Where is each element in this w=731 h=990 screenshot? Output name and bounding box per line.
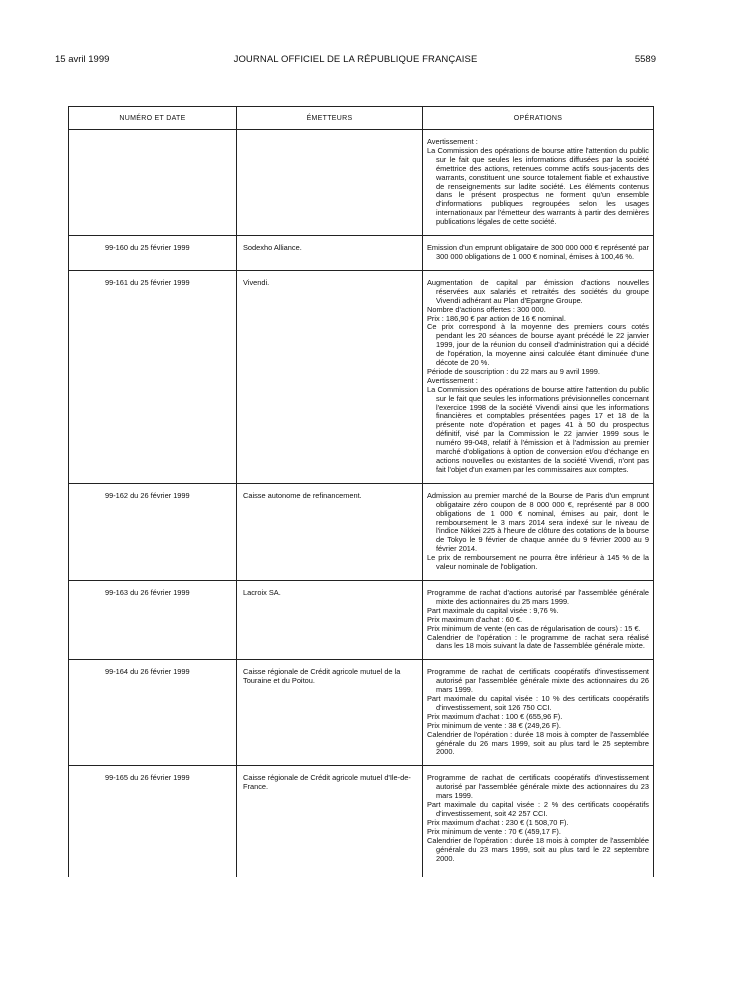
- operation-paragraph: Avertissement :: [427, 375, 478, 385]
- table-row: [69, 484, 653, 581]
- column-header-operations: OPÉRATIONS: [513, 114, 563, 122]
- table-header: [69, 107, 653, 130]
- column-header-emetteurs: ÉMETTEURS: [237, 107, 423, 129]
- cell-emetteur: Sodexho Alliance.: [237, 236, 423, 270]
- operation-paragraph: Prix maximum d'achat : 230 € (1 508,70 F).: [427, 817, 569, 827]
- operation-paragraph: La Commission des opérations de bourse attire l'attention du public sur le fait que seules les informations diffusées par la société émettrice des actions, retenues comme actifs sous-jacents des warrants, constituent une source totalement fiable et exhaustive de renseignements sur ladite société. Les éléments contenus dans le présent prospectus ne forment qu'un ensemble d'informations publiques regroupées selon les usages internationaux par l'émetteur des warrants à partir des dernières publications légales de cette société.: [427, 145, 649, 227]
- column-header-numero: NUMÉRO ET DATE: [69, 107, 237, 129]
- table-tail: [69, 871, 653, 877]
- cell-operations: [423, 130, 653, 235]
- operation-paragraph: Avertissement :: [427, 137, 478, 146]
- cell-numero: 99-163 du 26 février 1999: [69, 581, 237, 659]
- operation-paragraph: Prix maximum d'achat : 100 € (655,96 F).: [427, 711, 563, 721]
- operation-paragraph: Prix minimum de vente : 38 € (249,26 F).: [427, 720, 561, 730]
- operation-paragraph: Prix minimum de vente : 70 € (459,17 F).: [427, 826, 561, 836]
- cell-operations: [423, 271, 653, 483]
- table-row: [69, 660, 653, 766]
- header-title: JOURNAL OFFICIEL DE LA RÉPUBLIQUE FRANÇAISE: [233, 54, 478, 65]
- cell-numero: 99-161 du 25 février 1999: [69, 271, 237, 483]
- cell-operations: [423, 236, 653, 270]
- operation-paragraph: Part maximale du capital visée : 2 % des certificats coopératifs d'investissement, soit 42 257 CCI.: [427, 800, 649, 818]
- tail-cell: [69, 871, 237, 877]
- cell-emetteur: Caisse régionale de Crédit agricole mutuel de la Touraine et du Poitou.: [237, 660, 423, 765]
- table-body: [69, 130, 653, 877]
- cell-emetteur: Caisse autonome de refinancement.: [237, 484, 423, 580]
- tail-cell: [237, 871, 423, 877]
- cell-numero: [69, 130, 237, 235]
- operation-paragraph: Calendrier de l'opération : le programme de rachat sera réalisé dans les 18 mois suivant la date de l'assemblée générale mixte.: [427, 632, 649, 651]
- cell-operations: [423, 766, 653, 871]
- table-row: [69, 581, 653, 660]
- cell-numero: 99-162 du 26 février 1999: [69, 484, 237, 580]
- cell-emetteur: [237, 130, 423, 235]
- operation-paragraph: Part maximale du capital visée : 9,76 %.: [427, 605, 559, 615]
- cell-emetteur: Caisse régionale de Crédit agricole mutuel d'Ile-de-France.: [237, 766, 423, 871]
- operation-paragraph: Part maximale du capital visée : 10 % des certificats coopératifs d'investissement, soit 126 750 CCI.: [427, 694, 649, 712]
- cell-emetteur: Vivendi.: [237, 271, 423, 483]
- operation-paragraph: Calendrier de l'opération : durée 18 mois à compter de l'assemblée générale du 26 mars 1999, soit au plus tard le 25 septembre 2000.: [427, 729, 649, 757]
- operation-paragraph: Prix maximum d'achat : 60 €.: [427, 614, 523, 624]
- operation-paragraph: Prix minimum de vente (en cas de régularisation de cours) : 15 €.: [427, 623, 641, 633]
- operation-paragraph: La Commission des opérations de bourse attire l'attention du public sur le fait que seules les informations prévisionnelles concernant l'exercice 1998 de la société Vivendi ainsi que les informations financières et comptables présentées pages 17 et 18 de la présente note d'opération et pages 41 à 50 du prospectus définitif, visé par la Commission le 22 janvier 1999 sous le numéro 99-048, relatif à l'émission et à l'admission au premier marché d'obligations à option de conversion et/ou d'échange en actions nouvelles ou existantes de la société Vivendi, n'ont pas fait l'objet d'un examen par les commissaires aux comptes.: [427, 384, 649, 474]
- operation-paragraph: Ce prix correspond à la moyenne des premiers cours cotés pendant les 20 séances de bourse ayant précédé le 22 janvier 1999, jour de la réunion du conseil d'administration qui a décidé de l'opération, la moyenne ainsi calculée étant diminuée d'une décote de 20 %.: [427, 322, 649, 368]
- operation-paragraph: Admission au premier marché de la Bourse de Paris d'un emprunt obligataire zéro coupon de 8 000 000 €, représenté par 8 000 obligations de 1 000 € nominal, émises au pair, dont le remboursement le 3 mars 2014 sera indexé sur le niveau de l'indice Nikkei 225 à l'heure de clôture des cotations de la bourse de Tokyo le 9 février de chaque année du 9 février 2000 au 9 février 2014.: [427, 490, 649, 554]
- table-row: [69, 130, 653, 236]
- operation-paragraph: Calendrier de l'opération : durée 18 mois à compter de l'assemblée générale du 23 mars 1999, soit au plus tard le 22 septembre 2000.: [427, 835, 649, 863]
- operation-paragraph: Prix : 186,90 € par action de 16 € nominal.: [427, 313, 566, 323]
- header-date: 15 avril 1999: [55, 54, 110, 65]
- page-header: [55, 54, 656, 68]
- table-row: [69, 271, 653, 484]
- table-row: [69, 766, 653, 871]
- cell-numero: 99-160 du 25 février 1999: [69, 236, 237, 270]
- operation-paragraph: Programme de rachat de certificats coopératifs d'investissement autorisé par l'assemblée générale mixte des actionnaires du 26 mars 1999.: [427, 667, 649, 695]
- operation-paragraph: Période de souscription : du 22 mars au 9 avril 1999.: [427, 366, 600, 376]
- tail-cell: [423, 871, 653, 877]
- cell-operations: [423, 484, 653, 580]
- table-row: [69, 236, 653, 271]
- operation-paragraph: Programme de rachat de certificats coopératifs d'investissement autorisé par l'assemblée générale mixte des actionnaires du 23 mars 1999.: [427, 773, 649, 801]
- cell-numero: 99-165 du 26 février 1999: [69, 766, 237, 871]
- cell-operations: [423, 581, 653, 659]
- operation-paragraph: Le prix de remboursement ne pourra être inférieur à 145 % de la valeur nominale de l'obligation.: [427, 553, 649, 572]
- operation-paragraph: Programme de rachat d'actions autorisé par l'assemblée générale mixte des actionnaires du 25 mars 1999.: [427, 587, 649, 606]
- operation-paragraph: Nombre d'actions offertes : 300 000.: [427, 304, 546, 314]
- operation-paragraph: Augmentation de capital par émission d'actions nouvelles réservées aux salariés et retraités des sociétés du groupe Vivendi adhérant au Plan d'Epargne Groupe.: [427, 277, 649, 305]
- operation-paragraph: Emission d'un emprunt obligataire de 300 000 000 € représenté par 300 000 obligations de 1 000 € nominal, émises à 100,46 %.: [427, 243, 649, 261]
- header-page-number: 5589: [634, 54, 656, 65]
- cell-operations: [423, 660, 653, 765]
- operations-table: [68, 106, 654, 877]
- cell-emetteur: Lacroix SA.: [237, 581, 423, 659]
- cell-numero: 99-164 du 26 février 1999: [69, 660, 237, 765]
